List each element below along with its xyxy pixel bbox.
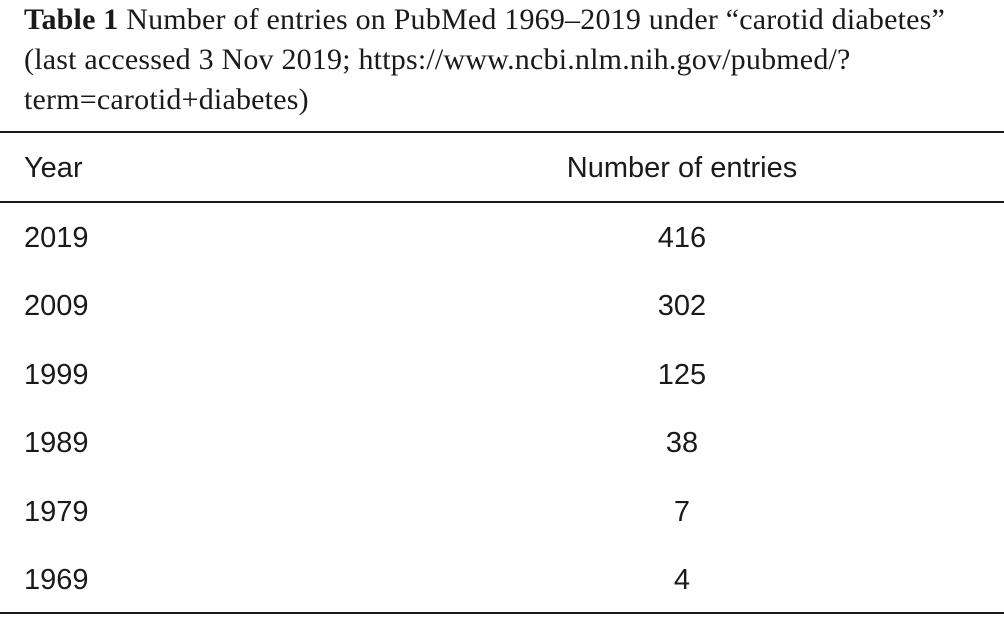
table-row [0, 218, 1004, 258]
cell-entries: 416 [657, 222, 707, 254]
cell-entries: 4 [673, 564, 691, 596]
cell-entries: 125 [657, 359, 707, 391]
table-caption-text: Number of entries on PubMed 1969–2019 under “carotid diabetes” (last accessed 3 Nov 2019; https://www.ncbi.nlm.nih.gov/pubmed/?term=carotid+diabetes) [24, 3, 946, 116]
cell-year: 1979 [24, 496, 89, 528]
cell-entries: 7 [673, 496, 691, 528]
table-header-row [0, 148, 1004, 188]
header-year: Year [24, 152, 83, 184]
table-caption [24, 0, 984, 120]
cell-year: 2019 [24, 222, 89, 254]
table-header-rule [0, 201, 1004, 203]
table-row [0, 423, 1004, 463]
cell-entries: 302 [657, 290, 707, 322]
table-bottom-rule [0, 612, 1004, 614]
table-row [0, 286, 1004, 326]
table-top-rule [0, 131, 1004, 133]
table-caption-label: Table 1 [24, 3, 119, 36]
table-row [0, 560, 1004, 600]
table-row [0, 355, 1004, 395]
cell-year: 1969 [24, 564, 89, 596]
cell-entries: 38 [665, 427, 699, 459]
cell-year: 1989 [24, 427, 89, 459]
header-number-of-entries: Number of entries [566, 152, 798, 184]
cell-year: 1999 [24, 359, 89, 391]
cell-year: 2009 [24, 290, 89, 322]
table-row [0, 492, 1004, 532]
